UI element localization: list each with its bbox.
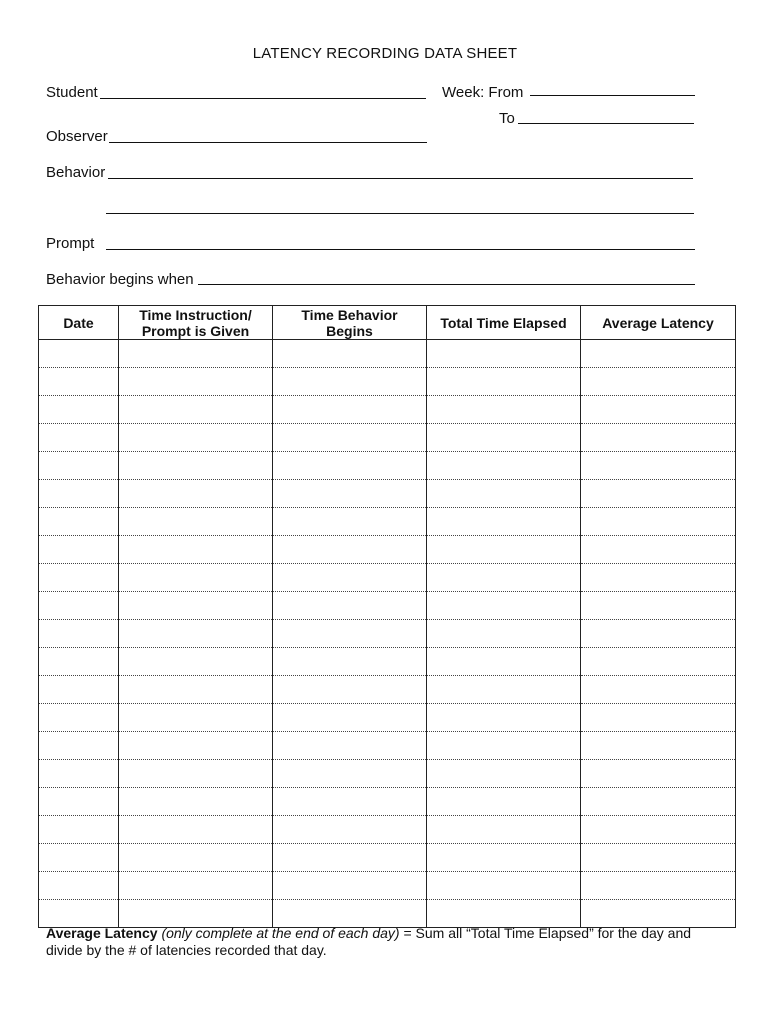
table-cell[interactable] <box>581 844 736 872</box>
table-row <box>39 368 736 396</box>
table-cell[interactable] <box>273 648 427 676</box>
table-cell[interactable] <box>427 480 581 508</box>
header-total-time: Total Time Elapsed <box>427 306 581 340</box>
table-row <box>39 480 736 508</box>
table-cell[interactable] <box>581 648 736 676</box>
table-cell[interactable] <box>39 620 119 648</box>
table-row <box>39 424 736 452</box>
table-cell[interactable] <box>119 396 273 424</box>
table-row <box>39 396 736 424</box>
table-cell[interactable] <box>581 676 736 704</box>
table-cell[interactable] <box>581 900 736 928</box>
table-cell[interactable] <box>119 900 273 928</box>
student-label: Student <box>46 84 98 101</box>
table-row <box>39 676 736 704</box>
table-cell[interactable] <box>581 452 736 480</box>
table-cell[interactable] <box>427 844 581 872</box>
table-cell[interactable] <box>273 732 427 760</box>
table-cell[interactable] <box>581 536 736 564</box>
table-cell[interactable] <box>39 704 119 732</box>
table-cell[interactable] <box>39 536 119 564</box>
table-row <box>39 788 736 816</box>
table-cell[interactable] <box>581 480 736 508</box>
table-cell[interactable] <box>119 424 273 452</box>
table-cell[interactable] <box>119 340 273 368</box>
table-cell[interactable] <box>273 704 427 732</box>
table-cell[interactable] <box>273 564 427 592</box>
table-cell[interactable] <box>581 732 736 760</box>
table-cell[interactable] <box>581 620 736 648</box>
table-cell[interactable] <box>273 900 427 928</box>
table-cell[interactable] <box>39 368 119 396</box>
table-cell[interactable] <box>119 816 273 844</box>
table-row <box>39 648 736 676</box>
table-cell[interactable] <box>119 620 273 648</box>
behavior-begins-field[interactable] <box>198 284 695 285</box>
table-cell[interactable] <box>427 396 581 424</box>
table-row <box>39 760 736 788</box>
week-to-label: To <box>499 110 515 127</box>
table-row <box>39 536 736 564</box>
header-date: Date <box>39 306 119 340</box>
table-cell[interactable] <box>427 788 581 816</box>
footer-note <box>46 925 726 959</box>
table-cell[interactable] <box>427 424 581 452</box>
table-cell[interactable] <box>581 424 736 452</box>
table-cell[interactable] <box>39 424 119 452</box>
table-cell[interactable] <box>39 648 119 676</box>
table-cell[interactable] <box>273 592 427 620</box>
table-cell[interactable] <box>39 396 119 424</box>
table-cell[interactable] <box>581 508 736 536</box>
table-cell[interactable] <box>427 620 581 648</box>
table-cell[interactable] <box>39 760 119 788</box>
table-cell[interactable] <box>39 564 119 592</box>
table-cell[interactable] <box>119 676 273 704</box>
table-cell[interactable] <box>581 340 736 368</box>
table-cell[interactable] <box>273 536 427 564</box>
table-cell[interactable] <box>273 788 427 816</box>
table-body <box>39 340 736 928</box>
table-cell[interactable] <box>427 760 581 788</box>
table-cell[interactable] <box>39 508 119 536</box>
table-row <box>39 816 736 844</box>
table-cell[interactable] <box>273 396 427 424</box>
table-cell[interactable] <box>581 368 736 396</box>
table-header-row <box>39 306 736 340</box>
table-cell[interactable] <box>119 760 273 788</box>
table-cell[interactable] <box>427 648 581 676</box>
table-cell[interactable] <box>39 480 119 508</box>
week-to-field[interactable] <box>518 123 694 124</box>
footer-rest: = Sum all “Total Time Elapsed” for the day and divide by the # of latencies recorded that day. <box>46 925 692 958</box>
table-cell[interactable] <box>581 592 736 620</box>
student-field[interactable] <box>100 98 426 99</box>
table-row <box>39 452 736 480</box>
table-cell[interactable] <box>39 900 119 928</box>
table-cell[interactable] <box>119 536 273 564</box>
table-cell[interactable] <box>273 844 427 872</box>
header-time-behavior: Time Behavior Begins <box>273 306 427 340</box>
week-from-label: Week: From <box>442 84 524 101</box>
table-cell[interactable] <box>273 424 427 452</box>
table-cell[interactable] <box>39 592 119 620</box>
behavior-field-line-2[interactable] <box>106 213 694 214</box>
footer-italic: (only complete at the end of each day) <box>161 925 400 941</box>
behavior-label: Behavior <box>46 164 106 181</box>
table-cell[interactable] <box>581 872 736 900</box>
table-cell[interactable] <box>39 340 119 368</box>
table-cell[interactable] <box>581 788 736 816</box>
table-cell[interactable] <box>273 620 427 648</box>
behavior-field[interactable] <box>108 178 693 179</box>
table-cell[interactable] <box>119 788 273 816</box>
table-cell[interactable] <box>427 676 581 704</box>
table-cell[interactable] <box>39 732 119 760</box>
table-cell[interactable] <box>581 704 736 732</box>
observer-field[interactable] <box>109 142 427 143</box>
table-cell[interactable] <box>273 340 427 368</box>
table-row <box>39 900 736 928</box>
table-cell[interactable] <box>427 732 581 760</box>
table-cell[interactable] <box>273 872 427 900</box>
table-cell[interactable] <box>119 844 273 872</box>
table-cell[interactable] <box>427 508 581 536</box>
table-row <box>39 732 736 760</box>
table-cell[interactable] <box>427 452 581 480</box>
behavior-begins-label: Behavior begins when <box>46 271 194 288</box>
table-cell[interactable] <box>427 368 581 396</box>
table-cell[interactable] <box>427 536 581 564</box>
table-cell[interactable] <box>39 676 119 704</box>
table-cell[interactable] <box>273 816 427 844</box>
latency-table <box>38 305 736 928</box>
table-cell[interactable] <box>273 368 427 396</box>
table-cell[interactable] <box>39 844 119 872</box>
table-cell[interactable] <box>427 900 581 928</box>
table-cell[interactable] <box>581 564 736 592</box>
table-cell[interactable] <box>119 452 273 480</box>
table-cell[interactable] <box>119 732 273 760</box>
table-cell[interactable] <box>273 760 427 788</box>
table-cell[interactable] <box>119 508 273 536</box>
table-row <box>39 872 736 900</box>
page-title: LATENCY RECORDING DATA SHEET <box>252 45 518 62</box>
table-cell[interactable] <box>427 872 581 900</box>
table-cell[interactable] <box>273 676 427 704</box>
footer-bold: Average Latency <box>46 925 158 941</box>
table-row <box>39 340 736 368</box>
table-cell[interactable] <box>39 816 119 844</box>
table-row <box>39 508 736 536</box>
table-cell[interactable] <box>581 396 736 424</box>
table-cell[interactable] <box>427 592 581 620</box>
table-cell[interactable] <box>39 872 119 900</box>
table-cell[interactable] <box>581 816 736 844</box>
table-cell[interactable] <box>119 592 273 620</box>
table-cell[interactable] <box>427 340 581 368</box>
header-time-instruction: Time Instruction/ Prompt is Given <box>119 306 273 340</box>
table-cell[interactable] <box>119 564 273 592</box>
table-cell[interactable] <box>119 648 273 676</box>
table-cell[interactable] <box>581 760 736 788</box>
prompt-field[interactable] <box>106 249 695 250</box>
table-row <box>39 844 736 872</box>
table-cell[interactable] <box>119 368 273 396</box>
prompt-label: Prompt <box>46 235 95 252</box>
table-row <box>39 620 736 648</box>
table-cell[interactable] <box>427 704 581 732</box>
table-cell[interactable] <box>39 452 119 480</box>
table-cell[interactable] <box>273 480 427 508</box>
table-cell[interactable] <box>427 564 581 592</box>
table-cell[interactable] <box>273 508 427 536</box>
table-row <box>39 592 736 620</box>
table-row <box>39 564 736 592</box>
header-average-latency: Average Latency <box>581 306 736 340</box>
table-cell[interactable] <box>427 816 581 844</box>
week-from-field[interactable] <box>530 95 695 96</box>
table-cell[interactable] <box>119 480 273 508</box>
table-cell[interactable] <box>119 872 273 900</box>
table-cell[interactable] <box>119 704 273 732</box>
observer-label: Observer <box>46 128 108 145</box>
table-cell[interactable] <box>39 788 119 816</box>
table-cell[interactable] <box>273 452 427 480</box>
table-row <box>39 704 736 732</box>
